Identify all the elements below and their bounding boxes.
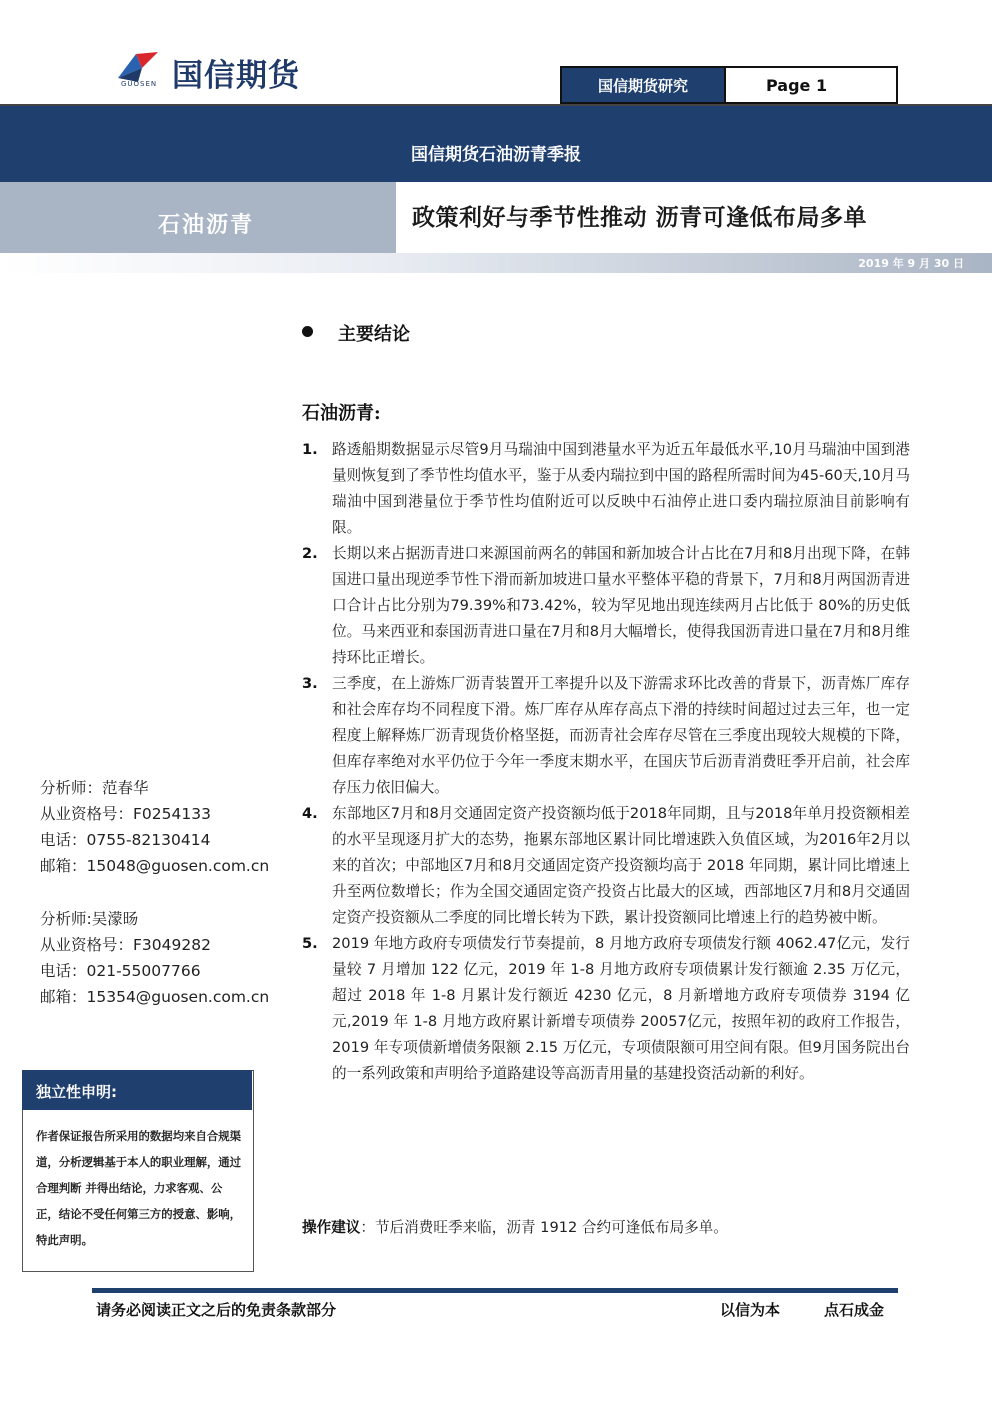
independence-title: 独立性申明: [36,1083,117,1101]
list-item [302,671,910,801]
bullet-icon [302,326,313,337]
item-number: 2. [302,545,318,562]
operation-advice [302,1215,728,1241]
item-number: 3. [302,675,318,692]
disclaimer-notice: 请务必阅读正文之后的免责条款部分 [96,1301,337,1319]
analyst-email: 邮箱：15354@guosen.com.cn [40,988,270,1006]
analyst-name: 分析师:吴濛旸 [40,910,139,928]
report-series-title: 国信期货石油沥青季报 [411,145,581,165]
conclusion-list [302,437,910,1087]
analyst-name: 分析师：范春华 [40,779,149,797]
page-number: Page 1 [766,75,828,95]
item-text: 三季度，在上游炼厂沥青装置开工率提升以及下游需求环比改善的背景下，沥青炼厂库存和社会库存均不同程度下滑。炼厂库存从库存高点下滑的持续时间超过过去三年，也一定程度上解释炼厂沥青现货价格坚挺，而沥青社会库存尽管在三季度出现较大规模的下降，但库存率绝对水平仍位于今年一季度末期水平，在国庆节后沥青消费旺季开启前，社会库存压力依旧偏大。 [332,675,910,796]
page-info-box [560,66,898,104]
date-strip [0,253,992,273]
logo-english: GUOSEN [121,80,158,88]
list-item [302,801,910,931]
sub-heading: 石油沥青: [302,403,381,424]
footer-motto-1: 以信为本 [720,1301,781,1319]
independence-body: 作者保证报告所采用的数据均来自合规渠道，分析逻辑基于本人的职业理解，通过合理判断 并得出结论，力求客观、公正，结论不受任何第三方的授意、影响，特此声明。 [36,1129,242,1247]
item-number: 4. [302,805,318,822]
analyst-card [40,906,269,1010]
analyst-phone: 电话：0755-82130414 [40,831,211,849]
item-text: 东部地区7月和8月交通固定资产投资额均低于2018年同期，且与2018年单月投资额相差的水平呈现逐月扩大的态势，拖累东部地区累计同比增速跌入负值区域，为2016年2月以来的首次；中部地区7月和8月交通固定资产投资额均高于 2018 年同期，累计同比增速上升至两位数增长；作为全国交通固定资产投资占比最大的区域，西部地区7月和8月交通固定资产投资额从二季度的同比增长转为下跌，累计投资额同比增速上行的趋势被中断。 [332,805,910,926]
analyst-cert: 从业资格号：F3049282 [40,936,211,954]
item-number: 5. [302,935,318,952]
item-number: 1. [302,441,318,458]
research-label: 国信期货研究 [562,68,726,102]
section-heading: 主要结论 [338,324,410,345]
footer-rule [92,1288,898,1293]
analyst-card [40,775,269,879]
analyst-cert: 从业资格号：F0254133 [40,805,211,823]
list-item [302,437,910,541]
logo-text: 国信期货 [172,58,300,94]
list-item [302,931,910,1087]
report-date: 2019 年 9 月 30 日 [858,257,964,270]
analyst-phone: 电话：021-55007766 [40,962,201,980]
category-label: 石油沥青 [158,212,255,238]
item-text: 长期以来占据沥青进口来源国前两名的韩国和新加坡合计占比在7月和8月出现下降，在韩国进口量出现逆季节性下滑而新加坡进口量水平整体平稳的背景下，7月和8月两国沥青进口合计占比分别为79.39%和73.42%，较为罕见地出现连续两月占比低于 80%的历史低位。马来西亚和泰国沥青进口量在7月和8月大幅增长，使得我国沥青进口量在7月和8月维持环比正增长。 [332,545,910,666]
item-text: 路透船期数据显示尽管9月马瑞油中国到港量水平为近五年最低水平,10月马瑞油中国到港量则恢复到了季节性均值水平，鉴于从委内瑞拉到中国的路程所需时间为45-60天,10月马瑞油中国到港量位于季节性均值附近可以反映中石油停止进口委内瑞拉原油目前影响有限。 [332,441,910,536]
analyst-email: 邮箱：15048@guosen.com.cn [40,857,270,875]
operation-text: ：节后消费旺季来临，沥青 1912 合约可逢低布局多单。 [360,1219,728,1236]
footer-motto-2: 点石成金 [824,1301,885,1319]
report-title: 政策利好与季节性推动 沥青可逢低布局多单 [412,204,868,231]
operation-label: 操作建议 [302,1219,361,1236]
list-item [302,541,910,671]
item-text: 2019 年地方政府专项债发行节奏提前，8 月地方政府专项债发行额 4062.47亿元，发行量较 7 月增加 122 亿元，2019 年 1-8 月地方政府专项债累计发行额逾 2.35 万亿元，超过 2018 年 1-8 月累计发行额近 4230 亿元，8 月新增地方政府专项债券 3194 亿元,2019 年 1-8 月地方政府累计新增专项债券 20057亿元，按照年初的政府工作报告，2019 年专项债新增债务限额 2.15 万亿元，专项债限额可用空间有限。但9月国务院出台的一系列政策和声明给予道路建设等高沥青用量的基建投资活动新的利好。 [332,935,910,1082]
